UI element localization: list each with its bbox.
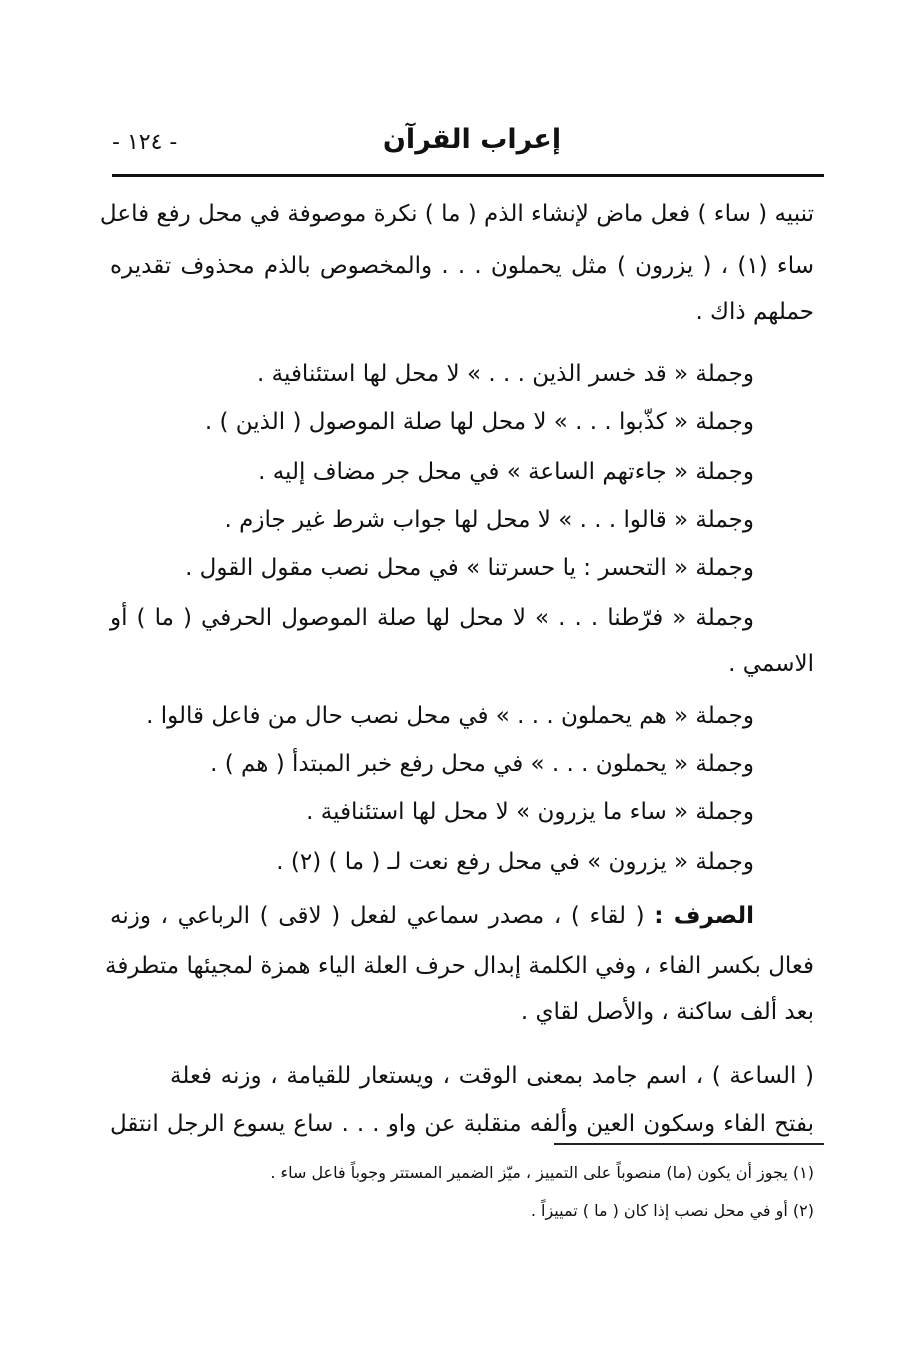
text-line: وجملة « التحسر : يا حسرتنا » في محل نصب مقول القول . [185, 555, 754, 581]
running-title: إعراب القرآن [382, 124, 562, 155]
text-line: وجملة « ساء ما يزرون » لا محل لها استئنافية . [306, 799, 754, 825]
text-line: الاسمي . [728, 651, 814, 677]
footnote: (١) يجوز أن يكون (ما) منصوباً على التمييز ، ميّز الضمير المستتر وجوباً فاعل ساء . [270, 1163, 814, 1182]
section-label: الصرف : [654, 903, 754, 929]
text-line: تنبيه ( ساء ) فعل ماض لإنشاء الذم ( ما ) نكرة موصوفة في محل رفع فاعل [99, 201, 814, 227]
text-line: حملهم ذاك . [695, 299, 814, 325]
page-header [112, 118, 824, 178]
text-line: وجملة « قالوا . . . » لا محل لها جواب شرط غير جازم . [224, 507, 754, 533]
text-line: بفتح الفاء وسكون العين وألفه منقلبة عن واو . . . ساع يسوع الرجل انتقل [110, 1111, 814, 1137]
page-number: - ١٢٤ - [112, 130, 178, 155]
text-line: وجملة « يزرون » في محل رفع نعت لـ ( ما ) (٢) . [276, 849, 754, 875]
text-line: فعال بكسر الفاء ، وفي الكلمة إبدال حرف العلة الياء همزة لمجيئها متطرفة [104, 953, 814, 979]
text-line: وجملة « هم يحملون . . . » في محل نصب حال من فاعل قالوا . [146, 703, 754, 729]
text-line: ( الساعة ) ، اسم جامد بمعنى الوقت ، ويستعار للقيامة ، وزنه فعلة [170, 1063, 814, 1089]
text-line: وجملة « يحملون . . . » في محل رفع خبر المبتدأ ( هم ) . [210, 751, 754, 777]
text-line: وجملة « قد خسر الذين . . . » لا محل لها استئنافية . [257, 361, 754, 387]
header-rule [112, 174, 824, 177]
text-line: وجملة « جاءتهم الساعة » في محل جر مضاف إليه . [258, 459, 754, 485]
footnote: (٢) أو في محل نصب إذا كان ( ما ) تمييزاً . [530, 1201, 814, 1220]
text-span: ( لقاء ) ، مصدر سماعي لفعل ( لاقى ) الرباعي ، وزنه [110, 903, 645, 929]
text-line: وجملة « فرّطنا . . . » لا محل لها صلة الموصول الحرفي ( ما ) أو [110, 605, 754, 631]
footnote-rule [554, 1143, 824, 1145]
text-line: وجملة « كذّبوا . . . » لا محل لها صلة الموصول ( الذين ) . [204, 409, 754, 435]
morphology-first-line [110, 896, 754, 936]
text-line: بعد ألف ساكنة ، والأصل لقاي . [520, 999, 814, 1025]
text-line: ساء (١) ، ( يزرون ) مثل يحملون . . . والمخصوص بالذم محذوف تقديره [110, 253, 815, 279]
